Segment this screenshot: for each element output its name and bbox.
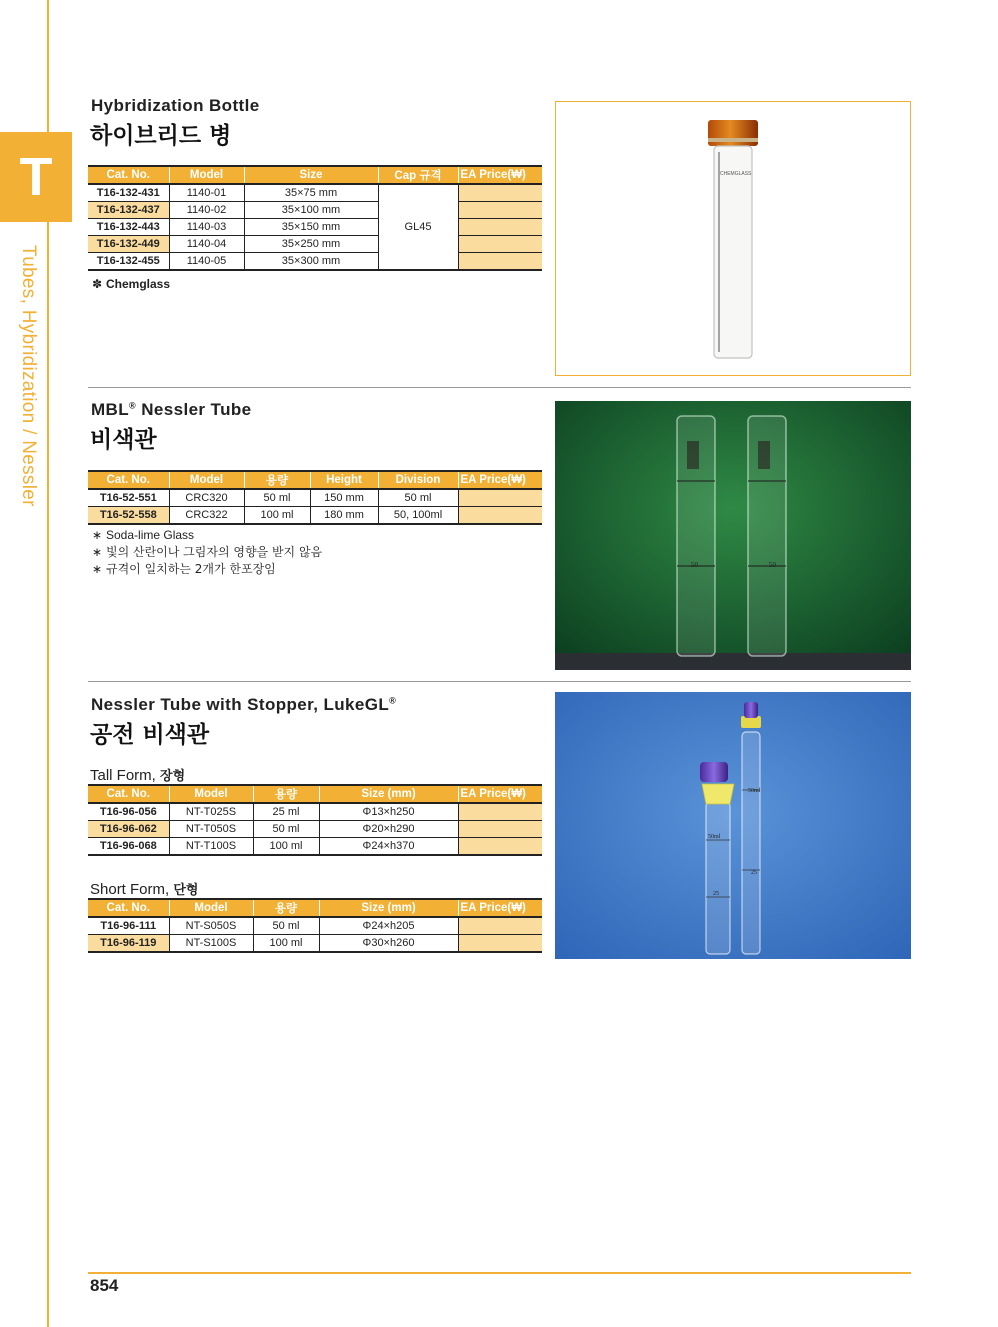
- col-size: Size (mm): [319, 899, 458, 917]
- price-cell: [458, 917, 542, 935]
- tube-mark: 50ml: [708, 834, 721, 840]
- note-item: ∗ 빛의 산란이나 그림자의 영향을 받지 않음: [92, 545, 323, 559]
- model: NT-T100S: [169, 838, 253, 856]
- hybridization-bottle-photo: [555, 101, 911, 376]
- cat-no: T16-96-056: [88, 803, 169, 821]
- volume: 50 ml: [244, 489, 310, 507]
- footer-rule: [88, 1272, 911, 1274]
- size: Φ24×h370: [319, 838, 458, 856]
- price-cell: [458, 236, 542, 253]
- price-cell: [458, 935, 542, 953]
- col-volume: 용량: [253, 899, 319, 917]
- model: 1140-01: [169, 184, 244, 202]
- cat-no: T16-132-455: [88, 253, 169, 271]
- col-size: Size (mm): [319, 785, 458, 803]
- size: Φ30×h260: [319, 935, 458, 953]
- cat-no: T16-132-431: [88, 184, 169, 202]
- note-item: ∗ 규격이 일치하는 2개가 한포장임: [92, 562, 276, 576]
- model: 1140-02: [169, 202, 244, 219]
- nessler-stopper-title-ko: 공전 비색관: [90, 722, 210, 748]
- hybridization-bottle-title: Hybridization Bottle: [91, 96, 260, 115]
- table-row: [88, 184, 542, 202]
- col-cat-no: Cat. No.: [88, 899, 169, 917]
- col-volume: 용량: [244, 471, 310, 489]
- model: CRC320: [169, 489, 244, 507]
- model: CRC322: [169, 507, 244, 525]
- col-division: Division: [378, 471, 458, 489]
- section-divider: [88, 681, 911, 682]
- bottle-brand-label: CHEMGLASS: [720, 171, 752, 177]
- col-model: Model: [169, 471, 244, 489]
- cat-no: T16-132-443: [88, 219, 169, 236]
- price-cell: [458, 184, 542, 202]
- table-row: [88, 219, 542, 236]
- volume: 25 ml: [253, 803, 319, 821]
- vertical-section-title: Tubes, Hybridization / Nessler: [18, 245, 39, 507]
- nessler-tube-title-ko: 비색관: [90, 427, 157, 453]
- tube-mark: 25: [751, 870, 757, 876]
- note-manufacturer: ✽ Chemglass: [92, 277, 171, 291]
- size: 35×150 mm: [244, 219, 378, 236]
- col-cat-no: Cat. No.: [88, 471, 169, 489]
- table-row: [88, 935, 542, 953]
- cat-no: T16-96-111: [88, 917, 169, 935]
- col-cap: Cap 규격: [378, 166, 458, 184]
- price-cell: [458, 202, 542, 219]
- table-row: [88, 507, 542, 525]
- price-cell: [458, 838, 542, 856]
- size: 35×300 mm: [244, 253, 378, 271]
- section-tab: T: [0, 132, 72, 222]
- model: NT-S100S: [169, 935, 253, 953]
- tube-mark: 50: [769, 561, 776, 569]
- short-form-label: Short Form, 단형: [90, 881, 199, 898]
- volume: 50 ml: [253, 917, 319, 935]
- table-row: [88, 821, 542, 838]
- nessler-tube-table: [88, 470, 542, 525]
- hybridization-bottle-table: [88, 165, 542, 271]
- price-cell: [458, 803, 542, 821]
- height: 180 mm: [310, 507, 378, 525]
- col-price: EA Price(₩): [458, 471, 542, 489]
- division: 50 ml: [378, 489, 458, 507]
- table-row: [88, 838, 542, 856]
- table-row: [88, 917, 542, 935]
- short-form-table: [88, 898, 542, 953]
- col-model: Model: [169, 166, 244, 184]
- page-number: 854: [90, 1276, 119, 1295]
- col-price: EA Price(₩): [458, 899, 542, 917]
- tube-mark: 50ml: [748, 788, 761, 794]
- tall-form-label: Tall Form, 장형: [90, 767, 186, 784]
- size: 35×75 mm: [244, 184, 378, 202]
- tube-mark: 50: [691, 561, 698, 569]
- col-price: EA Price(₩): [458, 166, 542, 184]
- cat-no: T16-132-437: [88, 202, 169, 219]
- table-row: [88, 236, 542, 253]
- price-cell: [458, 821, 542, 838]
- model: 1140-05: [169, 253, 244, 271]
- col-cat-no: Cat. No.: [88, 785, 169, 803]
- size: Φ20×h290: [319, 821, 458, 838]
- nessler-stopper-photo: [555, 692, 911, 959]
- volume: 50 ml: [253, 821, 319, 838]
- table-row: [88, 803, 542, 821]
- note-item: ∗ Soda-lime Glass: [92, 528, 195, 542]
- height: 150 mm: [310, 489, 378, 507]
- tall-form-table: [88, 784, 542, 856]
- model: NT-S050S: [169, 917, 253, 935]
- col-price: EA Price(₩): [458, 785, 542, 803]
- price-cell: [458, 489, 542, 507]
- size: Φ24×h205: [319, 917, 458, 935]
- size: 35×250 mm: [244, 236, 378, 253]
- model: 1140-04: [169, 236, 244, 253]
- col-size: Size: [244, 166, 378, 184]
- col-model: Model: [169, 899, 253, 917]
- col-height: Height: [310, 471, 378, 489]
- cap-spec: GL45: [378, 184, 458, 270]
- col-volume: 용량: [253, 785, 319, 803]
- size: 35×100 mm: [244, 202, 378, 219]
- cat-no: T16-96-068: [88, 838, 169, 856]
- model: 1140-03: [169, 219, 244, 236]
- price-cell: [458, 253, 542, 271]
- table-row: [88, 202, 542, 219]
- price-cell: [458, 507, 542, 525]
- cat-no: T16-96-119: [88, 935, 169, 953]
- price-cell: [458, 219, 542, 236]
- volume: 100 ml: [244, 507, 310, 525]
- volume: 100 ml: [253, 838, 319, 856]
- nessler-notes: [92, 527, 322, 578]
- table-row: [88, 253, 542, 271]
- cat-no: T16-132-449: [88, 236, 169, 253]
- nessler-stopper-title: Nessler Tube with Stopper, LukeGL®: [91, 695, 397, 714]
- col-model: Model: [169, 785, 253, 803]
- volume: 100 ml: [253, 935, 319, 953]
- cat-no: T16-96-062: [88, 821, 169, 838]
- section-divider: [88, 387, 911, 388]
- col-cat-no: Cat. No.: [88, 166, 169, 184]
- model: NT-T050S: [169, 821, 253, 838]
- division: 50, 100ml: [378, 507, 458, 525]
- tube-mark: 25: [713, 891, 719, 897]
- cat-no: T16-52-551: [88, 489, 169, 507]
- size: Φ13×h250: [319, 803, 458, 821]
- model: NT-T025S: [169, 803, 253, 821]
- hybridization-bottle-title-ko: 하이브리드 병: [90, 123, 232, 149]
- cat-no: T16-52-558: [88, 507, 169, 525]
- table-row: [88, 489, 542, 507]
- nessler-tube-title: MBL® Nessler Tube: [91, 400, 252, 419]
- nessler-tube-photo: [555, 401, 911, 670]
